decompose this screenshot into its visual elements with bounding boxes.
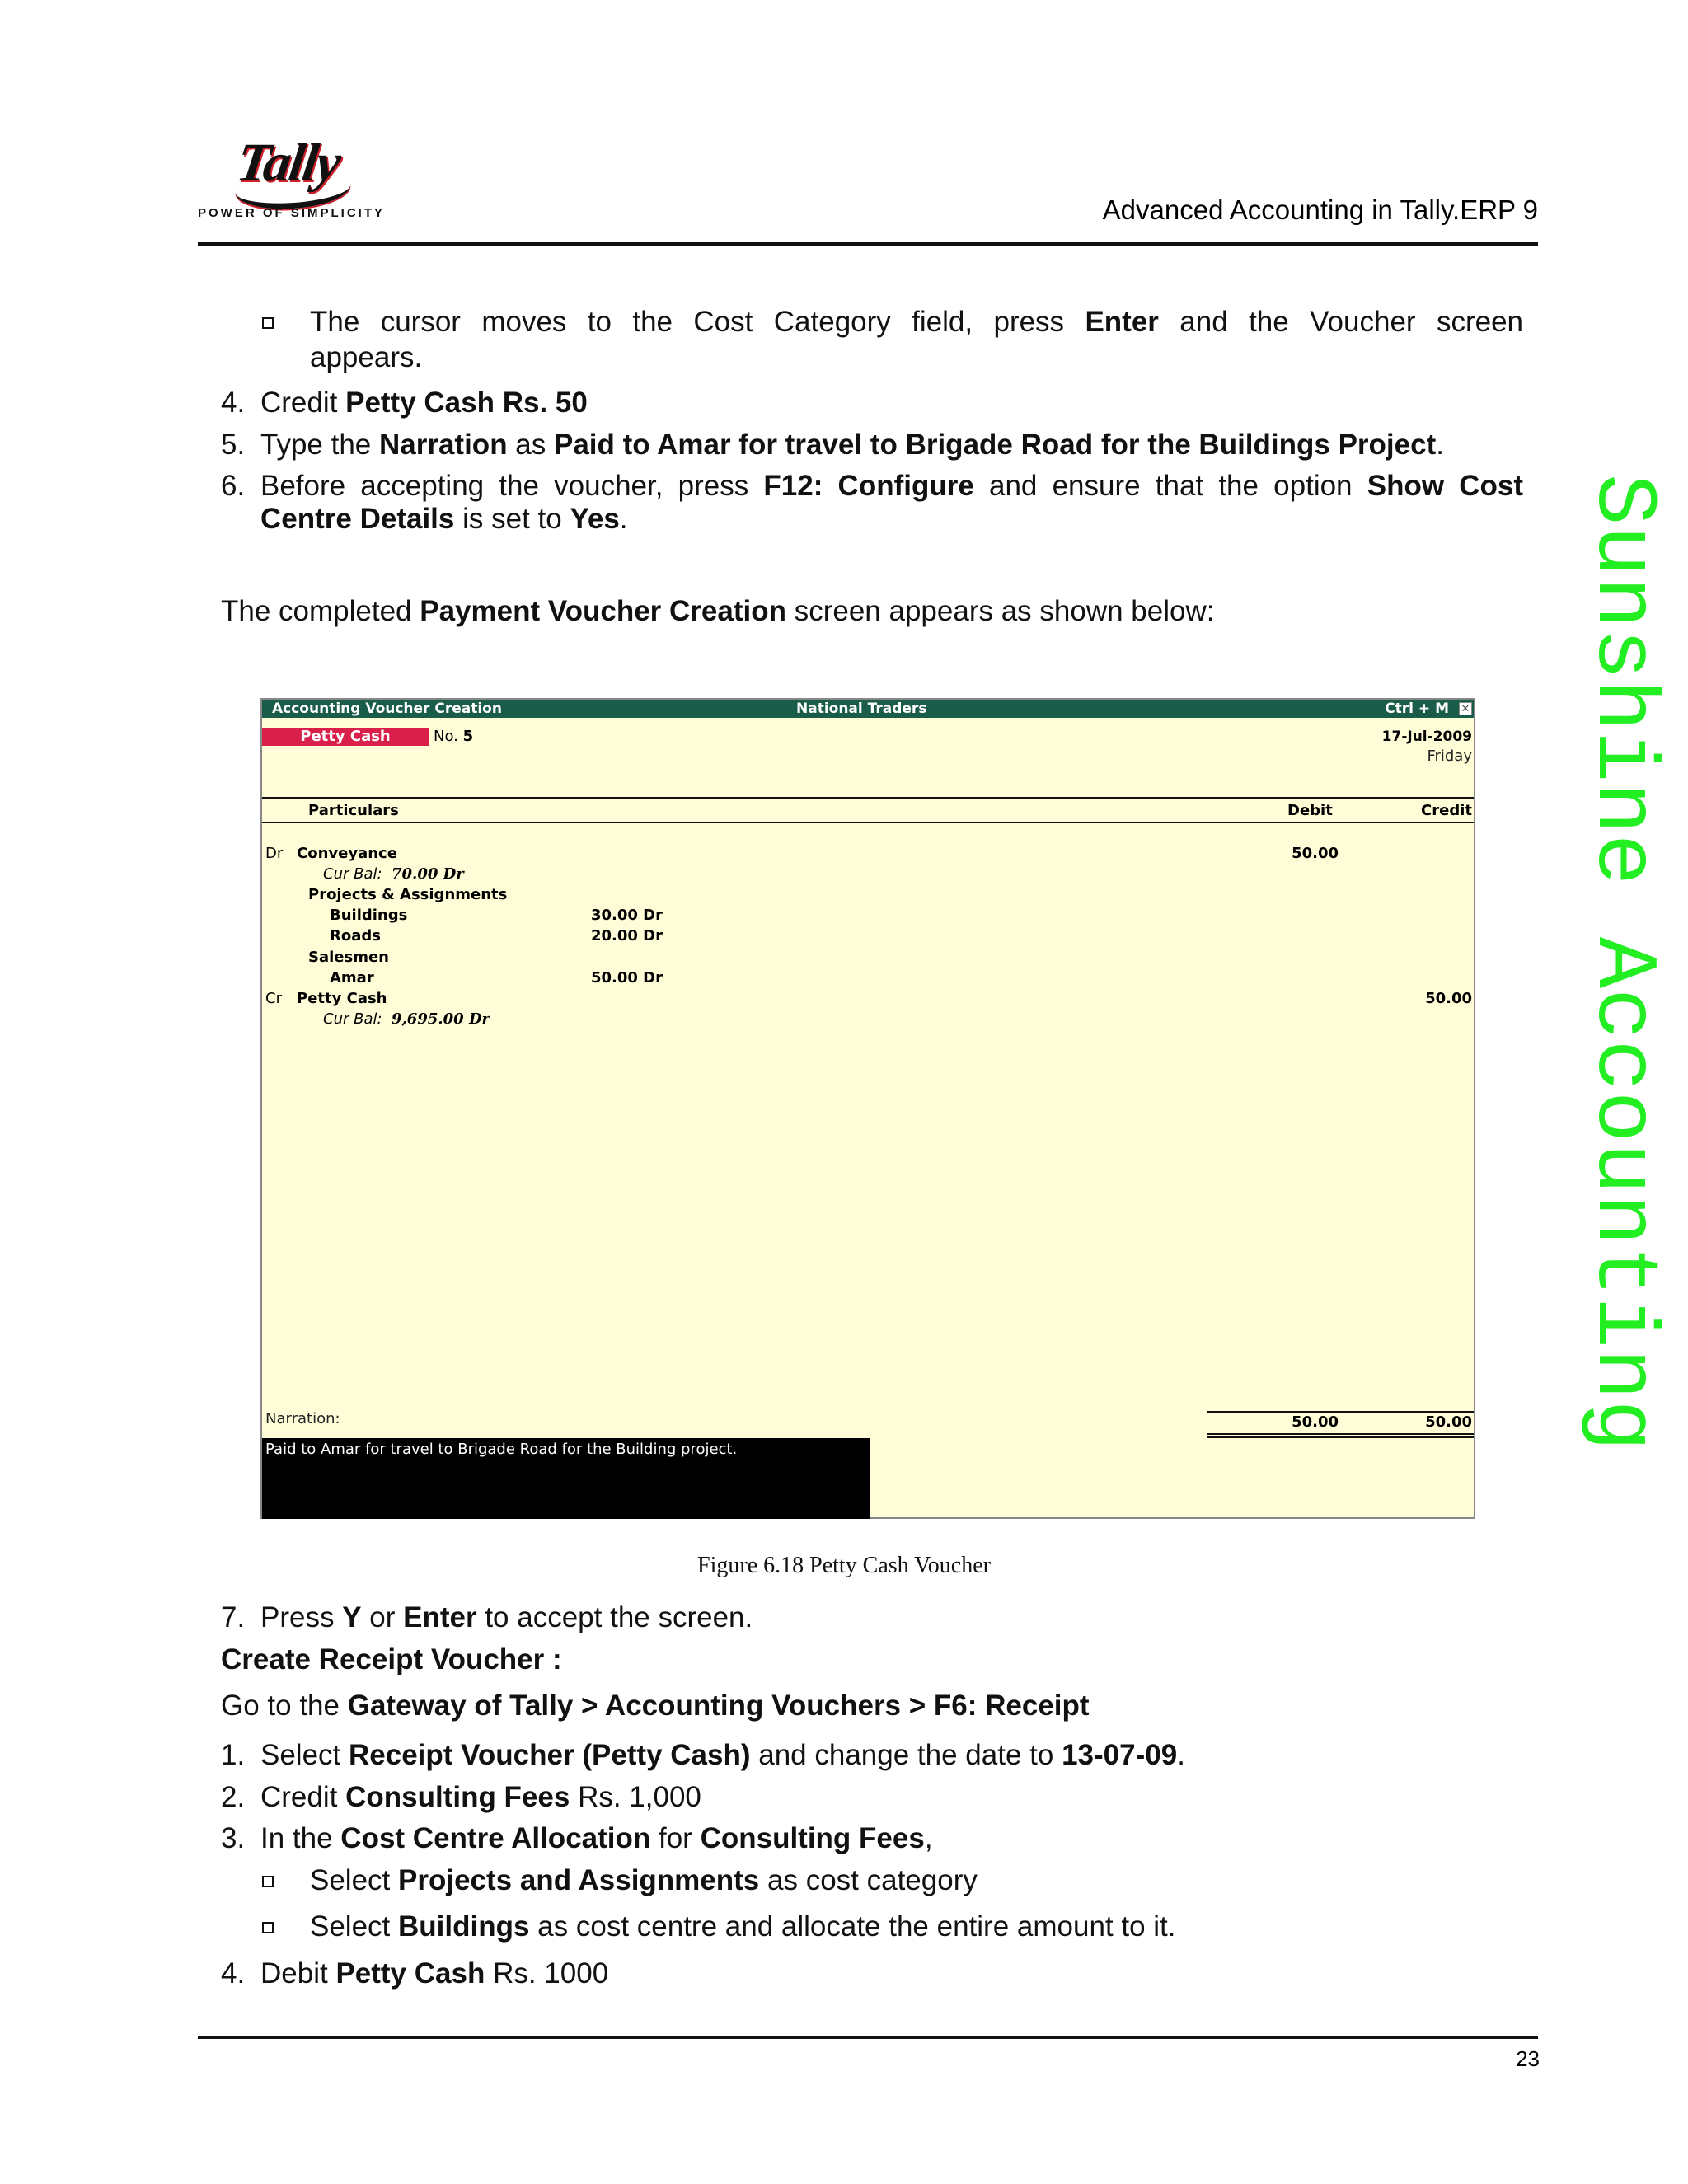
cost-centre-amount: 50.00 Dr [590, 969, 663, 987]
cost-centre: Buildings [330, 907, 408, 924]
total-debit: 50.00 [1292, 1413, 1339, 1431]
bullet-cursor-moves: The cursor moves to the Cost Category field, press Enter and the Voucher screen [262, 306, 1523, 339]
footer-rule [198, 2036, 1538, 2039]
logo-tagline: POWER OF SIMPLICITY [198, 206, 386, 220]
voucher-titlebar [262, 700, 1474, 718]
receipt-step-2: 2. Credit Consulting Fees Rs. 1,000 [221, 1781, 701, 1813]
column-header-top-rule [262, 797, 1474, 799]
narration-field[interactable]: Paid to Amar for travel to Brigade Road for the Building project. [262, 1438, 870, 1519]
receipt-step-1: 1. Select Receipt Voucher (Petty Cash) and change the date to 13-07-09. [221, 1739, 1185, 1771]
column-header-bottom-rule [262, 822, 1474, 823]
cur-bal-row: Cur Bal: 9,695.00 Dr [323, 1010, 490, 1028]
goto-path: Go to the Gateway of Tally > Accounting Vouchers > F6: Receipt [221, 1690, 1090, 1722]
receipt-step-4: 4. Debit Petty Cash Rs. 1000 [221, 1957, 609, 1990]
section-heading-receipt: Create Receipt Voucher : [221, 1643, 562, 1675]
column-particulars: Particulars [308, 802, 399, 819]
close-icon[interactable]: ✕ [1459, 702, 1472, 715]
debit-amount[interactable]: 50.00 [1292, 845, 1339, 862]
voucher-number: No. 5 [434, 728, 474, 745]
column-debit: Debit [1287, 802, 1333, 819]
ledger-name: Petty Cash [297, 990, 387, 1007]
intro-sentence: The completed Payment Voucher Creation screen appears as shown below: [221, 595, 1215, 627]
totals-double-rule-1 [1207, 1433, 1474, 1435]
company-name: National Traders [796, 701, 927, 717]
cost-centre-amount: 20.00 Dr [590, 927, 663, 944]
voucher-day: Friday [1427, 748, 1472, 765]
cost-centre: Amar [330, 969, 374, 987]
tally-logo [198, 132, 396, 227]
cur-bal-row: Cur Bal: 70.00 Dr [323, 865, 464, 883]
cost-category: Projects & Assignments [308, 886, 508, 903]
step-4-credit-petty-cash: 4. Credit Petty Cash Rs. 50 [221, 387, 588, 419]
voucher-type-badge[interactable]: Petty Cash [262, 728, 429, 746]
total-credit: 50.00 [1425, 1413, 1472, 1431]
shortcut-hint: Ctrl + M [1385, 701, 1449, 717]
watermark: Sunshine Accounting [1573, 474, 1671, 1451]
receipt-step-3: 3. In the Cost Centre Allocation for Consulting Fees, [221, 1822, 933, 1854]
narration-label: Narration: [265, 1410, 340, 1427]
ledger-name: Conveyance [297, 845, 397, 862]
cost-category: Salesmen [308, 949, 389, 966]
credit-amount[interactable]: 50.00 [1425, 990, 1472, 1007]
page-number: 23 [1516, 2046, 1540, 2071]
square-bullet-icon [262, 1922, 274, 1933]
entry-row-cr[interactable]: Cr Petty Cash [265, 990, 387, 1007]
header-rule [198, 242, 1538, 246]
screen-title: Accounting Voucher Creation [272, 701, 502, 717]
cost-centre-amount: 30.00 Dr [590, 907, 663, 924]
step-5-type-narration: 5. Type the Narration as Paid to Amar for travel to Brigade Road for the Buildings Project. [221, 429, 1444, 461]
logo-wordmark: Tally [232, 133, 344, 193]
column-credit: Credit [1421, 802, 1472, 819]
step-6-configure: 6. Before accepting the voucher, press F12: Configure and ensure that the option Show Cost Centre Details is set to Yes. [221, 470, 1524, 535]
cost-centre: Roads [330, 927, 381, 944]
square-bullet-icon [262, 317, 274, 329]
entry-row-dr[interactable]: Dr Conveyance [265, 845, 397, 862]
voucher-date[interactable]: 17-Jul-2009 [1381, 729, 1472, 745]
receipt-step-3-bullet-b: Select Buildings as cost centre and allocate the entire amount to it. [262, 1910, 1523, 1943]
bullet-cursor-moves-cont: appears. [310, 341, 423, 373]
square-bullet-icon [262, 1876, 274, 1887]
accounting-voucher-screen [260, 698, 1475, 1519]
receipt-step-3-bullet-a: Select Projects and Assignments as cost category [262, 1864, 1523, 1897]
step-7-accept: 7. Press Y or Enter to accept the screen. [221, 1601, 753, 1633]
totals-double-rule-2 [1207, 1436, 1474, 1438]
book-title: Advanced Accounting in Tally.ERP 9 [1102, 194, 1538, 225]
figure-caption: Figure 6.18 Petty Cash Voucher [697, 1553, 991, 1578]
